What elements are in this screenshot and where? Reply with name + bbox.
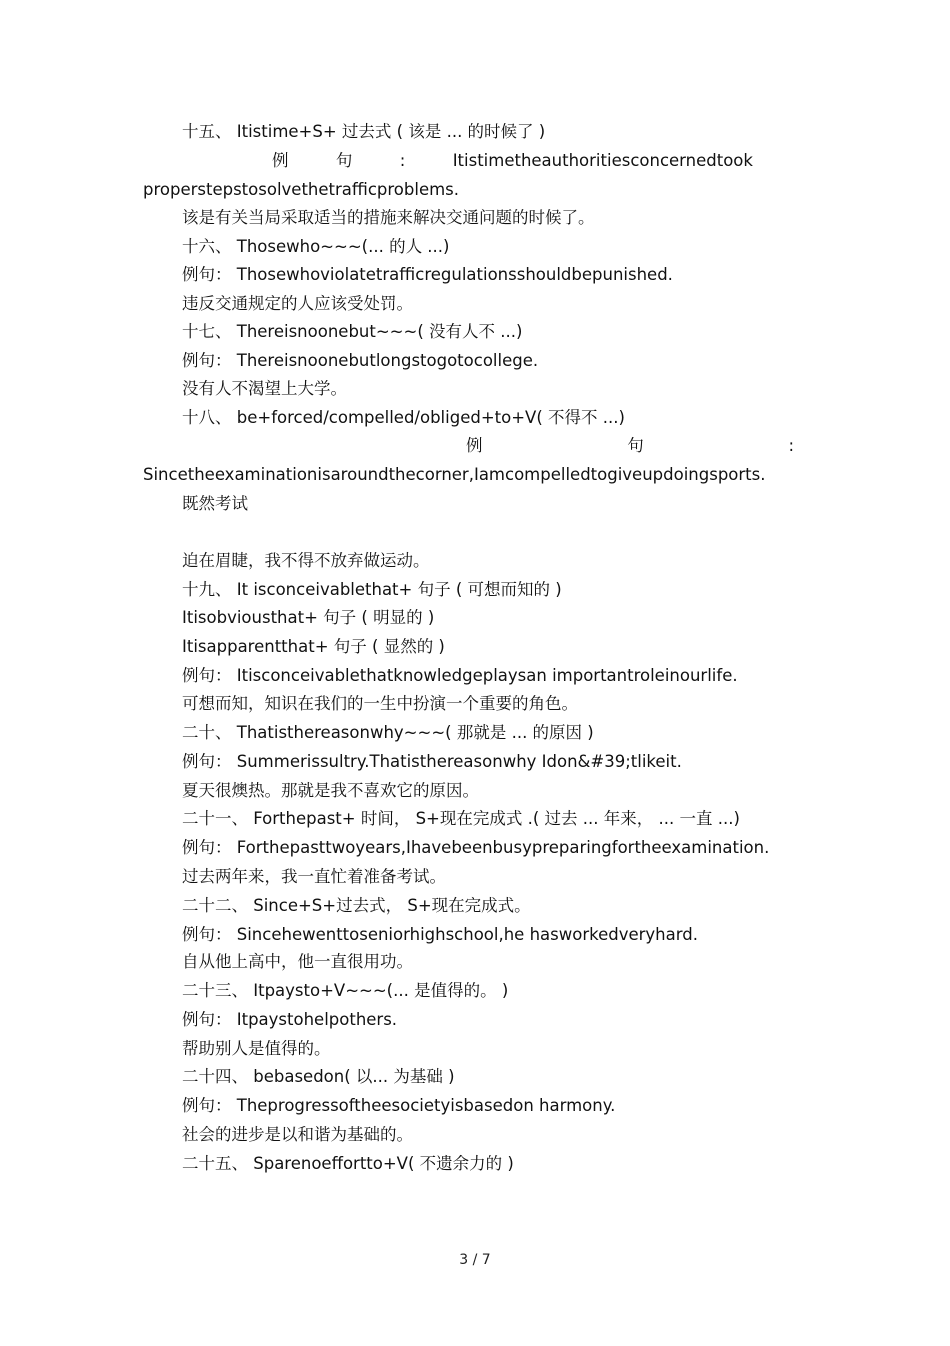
- example-16: 例句： Thosewhoviolatetrafficregulationsshouldbepunished.: [182, 265, 673, 284]
- example-17: 例句： Thereisnoonebutlongstogotocollege.: [182, 351, 539, 370]
- example-colon: :: [788, 436, 794, 455]
- translation-20: 夏天很燠热。那就是我不喜欢它的原因。: [182, 781, 479, 800]
- example-18: Sincetheexaminationisaroundthecorner,Iamcompelledtogiveupdoingsports.: [143, 465, 766, 484]
- example-21: 例句： Forthepasttwoyears,Ihavebeenbusypreparingfortheexamination.: [182, 838, 770, 857]
- example-23: 例句： Itpaystohelpothers.: [182, 1010, 398, 1029]
- variant-19-obvious: Itisobviousthat+ 句子 ( 明显的 ): [182, 608, 435, 627]
- example-22: 例句： Sincehewenttoseniorhighschool,he hasworkedveryhard.: [182, 925, 698, 944]
- example-char-ju: 句: [335, 151, 353, 170]
- heading-15: 十五、 Itistime+S+ 过去式 ( 该是 ... 的时候了 ): [182, 122, 546, 141]
- heading-24: 二十四、 bebasedon( 以... 为基础 ): [182, 1067, 455, 1086]
- example-line-15: [272, 150, 753, 172]
- heading-22: 二十二、 Since+S+过去式， S+现在完成式。: [182, 896, 531, 915]
- heading-20: 二十、 Thatisthereasonwhy~~~( 那就是 ... 的原因 ): [182, 723, 594, 742]
- example-char-li: 例: [272, 151, 289, 170]
- example-colon: :: [399, 151, 406, 170]
- example-text: Itistimetheauthoritiesconcernedtook: [452, 151, 753, 170]
- example-20: 例句： Summerissultry.Thatisthereasonwhy Idon&#39;tlikeit.: [182, 752, 682, 771]
- example-continuation-15: properstepstosolvethetrafficproblems.: [143, 180, 460, 199]
- example-line-18: [466, 435, 794, 457]
- example-19: 例句： Itisconceivablethatknowledgeplaysan importantroleinourlife.: [182, 666, 738, 685]
- heading-21: 二十一、 Forthepast+ 时间， S+现在完成式 .( 过去 ... 年来， ... 一直 ...): [182, 809, 740, 828]
- heading-16: 十六、 Thosewho~~~(... 的人 ...): [182, 237, 450, 256]
- translation-18-part2: 迫在眉睫，我不得不放弃做运动。: [182, 551, 430, 570]
- translation-21: 过去两年来，我一直忙着准备考试。: [182, 867, 446, 886]
- translation-15: 该是有关当局采取适当的措施来解决交通问题的时候了。: [182, 208, 595, 227]
- translation-18-part1: 既然考试: [182, 494, 248, 513]
- heading-18: 十八、 be+forced/compelled/obliged+to+V( 不得不 ...): [182, 408, 625, 427]
- heading-17: 十七、 Thereisnoonebut~~~( 没有人不 ...): [182, 322, 523, 341]
- heading-25: 二十五、 Sparenoeffortto+V( 不遗余力的 ): [182, 1154, 514, 1173]
- heading-19: 十九、 It isconceivablethat+ 句子 ( 可想而知的 ): [182, 580, 562, 599]
- example-char-li: 例: [466, 436, 483, 455]
- variant-19-apparent: Itisapparentthat+ 句子 ( 显然的 ): [182, 637, 445, 656]
- translation-19: 可想而知，知识在我们的一生中扮演一个重要的角色。: [182, 694, 578, 713]
- page-number: 3 / 7: [459, 1252, 491, 1268]
- heading-23: 二十三、 Itpaysto+V~~~(... 是值得的。 ): [182, 981, 509, 1000]
- translation-16: 违反交通规定的人应该受处罚。: [182, 294, 413, 313]
- translation-17: 没有人不渴望上大学。: [182, 379, 347, 398]
- example-char-ju: 句: [627, 436, 644, 455]
- translation-23: 帮助别人是值得的。: [182, 1039, 331, 1058]
- translation-22: 自从他上高中，他一直很用功。: [182, 952, 413, 971]
- example-24: 例句： Theprogressoftheesocietyisbasedon harmony.: [182, 1096, 616, 1115]
- translation-24: 社会的进步是以和谐为基础的。: [182, 1125, 413, 1144]
